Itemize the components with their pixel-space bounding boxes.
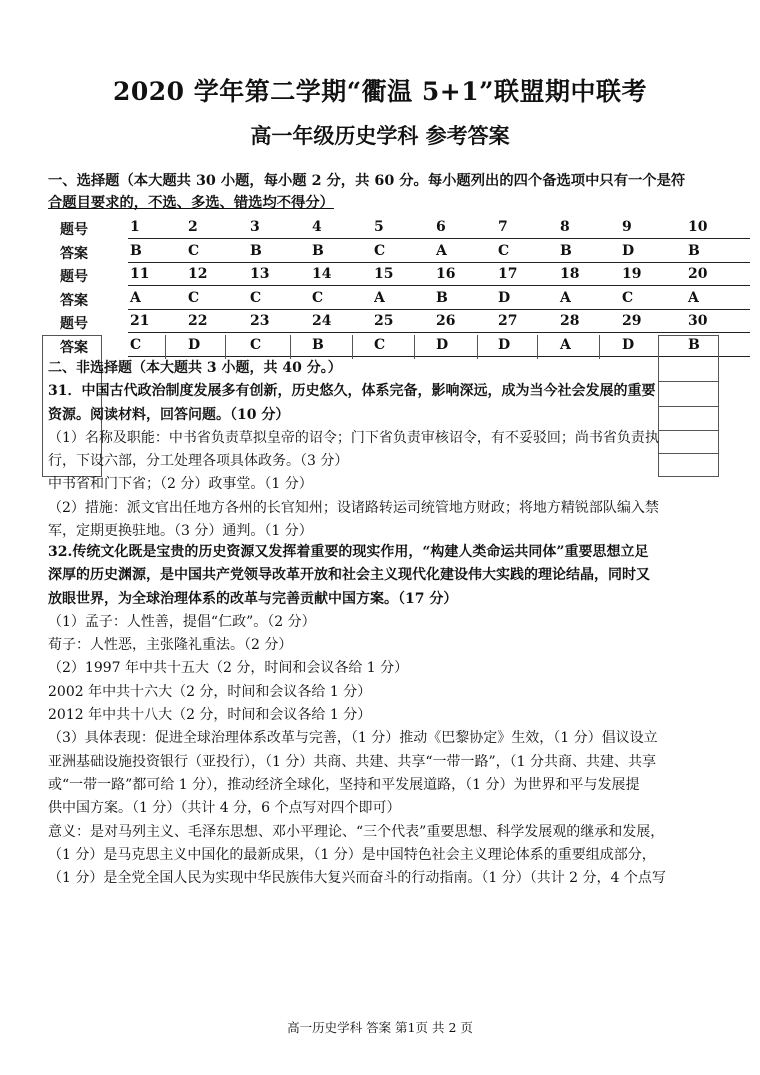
question-number-cell: 10 [688,219,708,235]
answer-row [52,241,702,265]
question-number-cell: 23 [250,313,270,329]
question-number-cell: 19 [622,266,642,282]
answer-cell: B [436,289,448,306]
answer-cell: D [498,336,511,353]
answer-cell: C [498,242,510,259]
answer-cell: C [374,336,386,353]
answer-label: 答案 [60,339,88,356]
table-col-line [537,335,538,359]
q32-line: （2）1997 年中共十五大（2 分，时间和会议各给 1 分） [48,660,409,677]
table-col-line [165,335,166,359]
answer-cell: A [436,242,447,259]
q31-stem-line2: 资源。阅读材料，回答问题。（10 分） [48,406,290,423]
question-number-cell: 12 [188,266,208,282]
q32-line: 2002 年中共十六大（2 分，时间和会议各给 1 分） [48,683,372,700]
answer-label: 答案 [60,292,88,309]
page-subtitle: 高一年级历史学科 参考答案 [250,123,510,148]
answer-cell: D [622,336,635,353]
answer-cells [128,243,750,263]
table-col-line [414,335,415,359]
question-number-cell: 8 [560,219,570,235]
answer-cell: A [130,289,141,306]
question-number-row [52,217,708,241]
question-number-cell: 16 [436,266,456,282]
section1-heading-line1: 一、选择题（本大题共 30 小题，每小题 2 分，共 60 分。每小题列出的四个备选项中只有一个是符 [48,173,686,189]
answer-cell: A [688,289,699,306]
answer-cell: C [130,336,142,353]
question-number-cell: 1 [130,219,140,235]
q32-stem-line2: 深厚的历史渊源，是中国共产党领导改革开放和社会主义现代化建设伟大实践的理论结晶，同时又 [48,567,650,584]
question-number-cells [128,266,750,286]
answer-table [52,217,708,358]
q31-stem-line1: 31．中国古代政治制度发展多有创新，历史悠久，体系完备，影响深远，成为当今社会发展的重要 [48,383,656,400]
answer-cell: C [188,242,200,259]
question-number-label: 题号 [60,316,88,332]
answer-cell: C [374,242,386,259]
q31-answer2-line2: 军，定期更换驻地。（3 分）通判。（1 分） [48,523,313,540]
question-number-cells [128,313,750,333]
q32-line: （1 分）是马克思主义中国化的最新成果，（1 分）是中国特色社会主义理论体系的重要组成部分， [48,846,656,863]
question-number-label: 题号 [60,222,88,238]
q31-answer1-line1: （1）名称及职能：中书省负责草拟皇帝的诏令；门下省负责审核诏令，有不妥驳回；尚书省负责执 [48,429,659,446]
table-col-line [225,335,226,359]
answer-row [52,335,702,359]
question-number-cell: 6 [436,219,446,235]
question-number-cell: 15 [374,266,394,282]
answer-cell: B [688,336,700,353]
q32-line: （1）孟子：人性善，提倡“仁政”。（2 分） [48,613,316,630]
answer-cell: B [312,242,324,259]
page-title: 2020 学年第二学期“衢温 5+1”联盟期中联考 [113,77,647,106]
answer-cell: B [560,242,572,259]
table-border-top-right [658,335,718,336]
question-number-row [52,311,708,335]
answer-cell: B [688,242,700,259]
answer-cell: B [250,242,262,259]
answer-cell: A [560,336,571,353]
answer-cell: D [498,289,511,306]
answer-cell: C [188,289,200,306]
section2-heading: 二、非选择题（本大题共 3 小题，共 40 分。） [48,360,342,376]
section1-heading-line2: 合题目要求的，不选、多选、错选均不得分） [48,195,334,211]
table-col-line [352,335,353,359]
question-number-cell: 5 [374,219,384,235]
q32-line: 荀子：人性恶，主张隆礼重法。（2 分） [48,637,293,654]
table-col-line [290,335,291,359]
q32-stem-line1: 32.传统文化既是宝贵的历史资源又发挥着重要的现实作用，“构建人类命运共同体”重要思想立足 [48,544,649,560]
q31-answer1-line3: 中书省和门下省；（2 分）政事堂。（1 分） [48,476,313,493]
question-number-cell: 30 [688,313,708,329]
table-border-left [42,335,43,477]
question-number-cell: 14 [312,266,332,282]
answer-cell: A [560,289,571,306]
question-number-cell: 18 [560,266,580,282]
answer-cell: C [622,289,634,306]
answer-cell: D [622,242,635,259]
q31-answer2-line1: （2）措施：派文官出任地方各州的长官知州；设诸路转运司统管地方财政；将地方精锐部队编入禁 [48,499,659,516]
q32-line: 2012 年中共十八大（2 分，时间和会议各给 1 分） [48,707,372,724]
q32-line: 或“一带一路”都可给 1 分），推动经济全球化，坚持和平发展道路，（1 分）为世界和平与发展提 [48,776,640,793]
question-number-cell: 7 [498,219,508,235]
question-number-cell: 13 [250,266,270,282]
question-number-cell: 11 [130,266,150,282]
q32-line: 亚洲基础设施投资银行（亚投行），（1 分）共商、共建、共享“一带一路”，（1 分共商、共建、共享 [48,753,657,770]
answer-cell: C [250,336,262,353]
answer-cell: C [250,289,262,306]
answer-cell: B [130,242,142,259]
answer-cells [128,290,750,310]
table-border-right [718,335,719,477]
q32-line: （3）具体表现：促进全球治理体系改革与完善，（1 分）推动《巴黎协定》生效，（1 分）倡议设立 [48,730,658,747]
page-footer: 高一历史学科 答案 第1页 共 2 页 [287,1020,473,1035]
question-number-cell: 26 [436,313,456,329]
question-number-cell: 21 [130,313,150,329]
q32-line: 供中国方案。（1 分）（共计 4 分，6 个点写对四个即可） [48,800,401,817]
question-number-cell: 22 [188,313,208,329]
question-number-row [52,264,708,288]
question-number-cell: 28 [560,313,580,329]
q32-block [48,541,716,890]
question-number-cell: 3 [250,219,260,235]
question-number-cell: 2 [188,219,198,235]
question-number-cell: 25 [374,313,394,329]
question-number-cell: 20 [688,266,708,282]
answer-cell: D [188,336,201,353]
answer-cell: B [312,336,324,353]
answer-label: 答案 [60,245,88,262]
question-number-cell: 9 [622,219,632,235]
table-col-line [599,335,600,359]
question-number-cells [128,219,750,239]
q32-line: 意义：是对马列主义、毛泽东思想、邓小平理论、“三个代表”重要思想、科学发展观的继承和发展， [48,823,665,840]
question-number-label: 题号 [60,269,88,285]
question-number-cell: 29 [622,313,642,329]
answer-row [52,288,702,312]
question-number-cell: 4 [312,219,322,235]
q32-line: （1 分）是全党全国人民为实现中华民族伟大复兴而奋斗的行动指南。（1 分）（共计 2 分，4 个点写 [48,870,666,887]
section2-block [48,357,716,543]
answer-cell: C [312,289,324,306]
answer-cells [128,337,750,357]
question-number-cell: 17 [498,266,518,282]
answer-cell: A [374,289,385,306]
table-col-line [477,335,478,359]
section1-heading [48,170,714,214]
answer-cell: D [436,336,449,353]
question-number-cell: 24 [312,313,332,329]
table-border-top-left [42,335,102,336]
question-number-cell: 27 [498,313,518,329]
q31-answer1-line2: 行，下设六部，分工处理各项具体政务。（3 分） [48,453,349,470]
q32-stem-line3: 放眼世界，为全球治理体系的改革与完善贡献中国方案。（17 分） [48,590,458,607]
